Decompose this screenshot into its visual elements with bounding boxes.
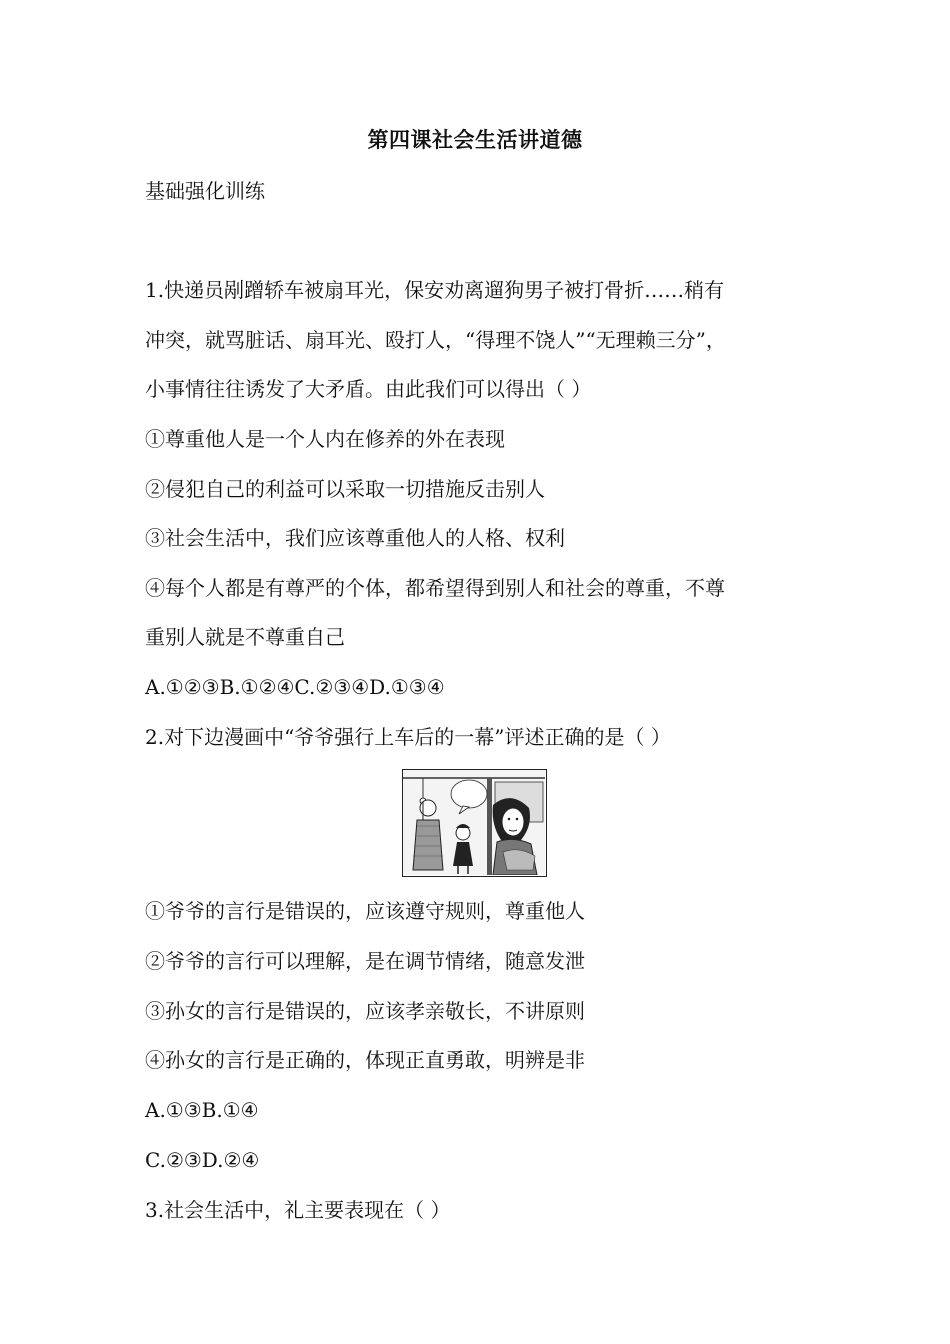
q2-stem: 2.对下边漫画中“爷爷强行上车后的一幕”评述正确的是（ ） [145,725,671,749]
q1-answer-choices: A.①②③B.①②④C.②③④D.①③④ [145,675,445,699]
q2-answer-choices-line-1: A.①③B.①④ [145,1098,259,1122]
q2-option-4: ④孙女的言行是正确的，体现正直勇敢，明辨是非 [145,1048,585,1072]
q1-option-1: ①尊重他人是一个人内在修养的外在表现 [145,427,505,451]
q1-stem-line-2: 冲突，就骂脏话、扇耳光、殴打人，“得理不饶人”“无理赖三分”， [145,328,726,352]
comic-drawing [403,770,545,875]
q1-stem-line-1: 1.快递员剐蹭轿车被扇耳光，保安劝离遛狗男子被打骨折……稍有 [145,278,725,302]
q1-option-4-line-2: 重别人就是不尊重自己 [145,625,345,649]
q1-stem-line-3: 小事情往往诱发了大矛盾。由此我们可以得出（ ） [145,377,592,401]
section-heading: 基础强化训练 [145,179,265,203]
q1-option-4-line-1: ④每个人都是有尊严的个体，都希望得到别人和社会的尊重，不尊 [145,576,725,600]
q2-option-3: ③孙女的言行是错误的，应该孝亲敬长，不讲原则 [145,999,585,1023]
page-title: 第四课社会生活讲道德 [367,127,583,152]
q1-option-2: ②侵犯自己的利益可以采取一切措施反击别人 [145,477,545,501]
comic-illustration [402,769,547,877]
q2-answer-choices-line-2: C.②③D.②④ [145,1148,260,1172]
q2-option-1: ①爷爷的言行是错误的，应该遵守规则，尊重他人 [145,899,585,923]
q3-stem: 3.社会生活中，礼主要表现在（ ） [145,1198,451,1222]
q2-option-2: ②爷爷的言行可以理解，是在调节情绪，随意发泄 [145,949,585,973]
q1-option-3: ③社会生活中，我们应该尊重他人的人格、权利 [145,526,565,550]
